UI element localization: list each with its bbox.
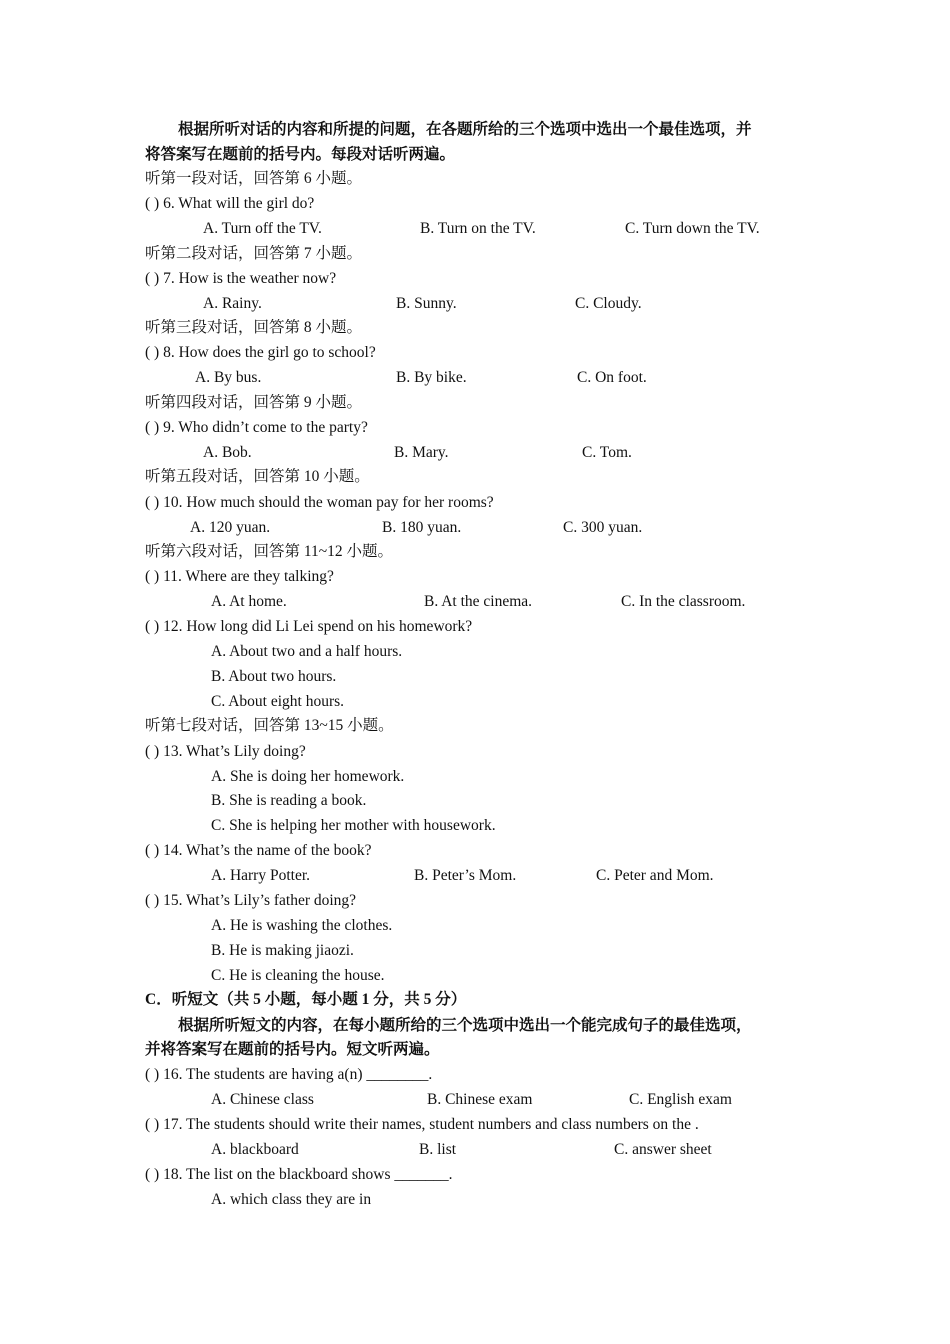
dialogue-heading: 听第五段对话，回答第 10 小题。 [145, 468, 370, 485]
option: C. answer sheet [614, 1141, 712, 1158]
question-stem: ( ) 7. How is the weather now? [145, 270, 337, 287]
option: A. 120 yuan. [190, 519, 271, 536]
question-stem: ( ) 12. How long did Li Lei spend on his homework? [145, 618, 473, 635]
question-stem: ( ) 13. What’s Lily doing? [145, 743, 306, 760]
dialogue-heading: 听第一段对话，回答第 6 小题。 [145, 170, 363, 187]
option: B. Chinese exam [427, 1091, 533, 1108]
option: A. By bus. [195, 369, 262, 386]
option: B. About two hours. [211, 668, 337, 685]
option: B. He is making jiaozi. [211, 942, 354, 959]
question-stem: ( ) 14. What’s the name of the book? [145, 842, 372, 859]
option: A. About two and a half hours. [211, 643, 403, 660]
question-stem: ( ) 15. What’s Lily’s father doing? [145, 892, 357, 909]
section-title: C．听短文（共 5 小题，每小题 1 分，共 5 分） [145, 991, 467, 1008]
instruction-line: 根据所听短文的内容，在每小题所给的三个选项中选出一个能完成句子的最佳选项， [178, 1017, 752, 1034]
option: A. Harry Potter. [211, 867, 311, 884]
question-stem: ( ) 10. How much should the woman pay for her rooms? [145, 494, 494, 511]
dialogue-heading: 听第四段对话，回答第 9 小题。 [145, 394, 363, 411]
option: A. which class they are in [211, 1191, 372, 1208]
option: A. Bob. [203, 444, 252, 461]
question-stem: ( ) 11. Where are they talking? [145, 568, 334, 585]
dialogue-heading: 听第二段对话，回答第 7 小题。 [145, 245, 363, 262]
option: C. In the classroom. [621, 593, 746, 610]
option: B. Turn on the TV. [420, 220, 536, 237]
option: C. Tom. [582, 444, 632, 461]
option: C. Turn down the TV. [625, 220, 760, 237]
option: B. Sunny. [396, 295, 457, 312]
option: A. Chinese class [211, 1091, 314, 1108]
option: A. At home. [211, 593, 287, 610]
option: B. She is reading a book. [211, 792, 367, 809]
option: A. blackboard [211, 1141, 299, 1158]
option: B. By bike. [396, 369, 467, 386]
option: C. He is cleaning the house. [211, 967, 385, 984]
option: C. Cloudy. [575, 295, 642, 312]
option: B. At the cinema. [424, 593, 533, 610]
dialogue-heading: 听第六段对话，回答第 11~12 小题。 [145, 543, 394, 560]
option: A. Turn off the TV. [203, 220, 322, 237]
question-stem: ( ) 18. The list on the blackboard shows _______. [145, 1166, 453, 1183]
option: B. list [419, 1141, 457, 1158]
dialogue-heading: 听第七段对话，回答第 13~15 小题。 [145, 717, 394, 734]
option: C. 300 yuan. [563, 519, 643, 536]
question-stem: ( ) 16. The students are having a(n) ________. [145, 1066, 433, 1083]
option: C. About eight hours. [211, 693, 345, 710]
option: A. She is doing her homework. [211, 768, 405, 785]
question-stem: ( ) 9. Who didn’t come to the party? [145, 419, 368, 436]
option: C. Peter and Mom. [596, 867, 714, 884]
instruction-line: 将答案写在题前的括号内。每段对话听两遍。 [145, 146, 456, 163]
question-stem: ( ) 8. How does the girl go to school? [145, 344, 376, 361]
question-stem: ( ) 6. What will the girl do? [145, 195, 315, 212]
instruction-line: 并将答案写在题前的括号内。短文听两遍。 [145, 1041, 440, 1058]
option: B. Mary. [394, 444, 449, 461]
option: C. On foot. [577, 369, 647, 386]
option: C. English exam [629, 1091, 732, 1108]
option: A. He is washing the clothes. [211, 917, 393, 934]
dialogue-heading: 听第三段对话，回答第 8 小题。 [145, 319, 363, 336]
option: B. Peter’s Mom. [414, 867, 517, 884]
question-stem: ( ) 17. The students should write their names, student numbers and class numbers on the . [145, 1116, 699, 1133]
option: A. Rainy. [203, 295, 262, 312]
option: C. She is helping her mother with housework. [211, 817, 496, 834]
instruction-line: 根据所听对话的内容和所提的问题，在各题所给的三个选项中选出一个最佳选项，并 [178, 121, 752, 138]
option: B. 180 yuan. [382, 519, 462, 536]
